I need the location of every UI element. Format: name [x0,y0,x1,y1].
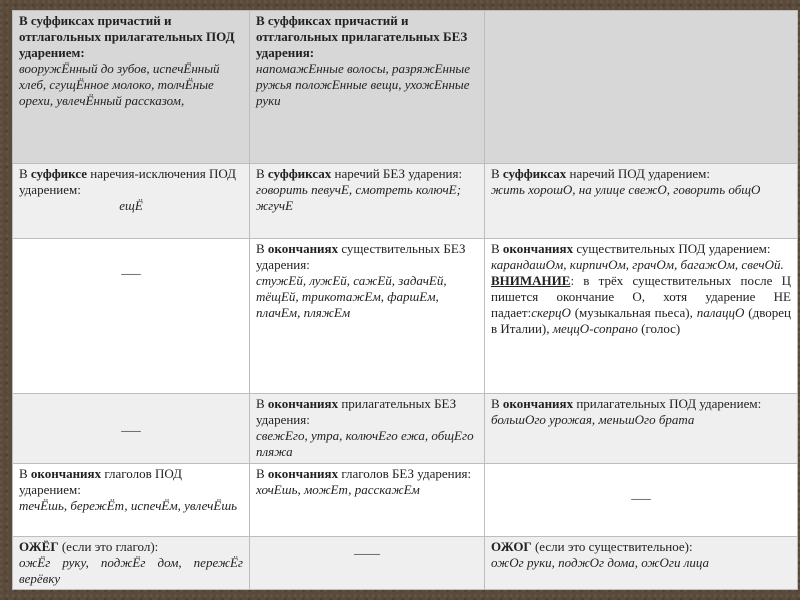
table-cell [250,463,485,536]
rule-heading: В суффиксах причастий и отглагольных прилагательных БЕЗ ударения: [256,13,468,60]
rule-heading: В суффиксах наречий ПОД ударением: [491,165,711,181]
table-row [13,394,798,463]
rule-examples: жить хорошО, на улице свежО, говорить общО [491,181,761,197]
table-cell [13,394,250,463]
rule-heading: В окончаниях прилагательных ПОД ударением: [491,396,762,412]
rule-examples: вооружЁнный до зубов, испечЁнный хлеб, сгущЁнное молоко, толчЁные орехи, увлечЁнный рассказом, [19,61,220,108]
table-cell [13,163,250,238]
table-cell [485,239,798,394]
rule-examples: ожОг руки, поджОг дома, ожОги лица [491,554,710,570]
rule-examples: ожЁг руку, поджЁг дом, пережЁг верёвку [19,554,243,586]
table-row [13,163,798,238]
spelling-rules-table [12,10,798,590]
table-cell [250,536,485,589]
dash-placeholder: ___ [121,418,141,434]
table-cell [13,11,250,164]
rule-heading: В суффиксах наречий БЕЗ ударения: [256,165,463,181]
rule-examples: большОго урожая, меньшОго брата [491,412,695,428]
table-cell [485,394,798,463]
table-row [13,463,798,536]
rule-examples: ещЁ [119,197,143,213]
table-cell [250,11,485,164]
dash-placeholder: ___ [121,261,141,277]
rule-examples: свежЕго, утра, колючЕго ежа, общЕго пляжа [256,428,474,460]
table-cell [250,394,485,463]
table-cell [13,463,250,536]
table-row [13,239,798,394]
rule-heading: В окончаниях существительных БЕЗ ударения: [256,241,466,273]
rule-heading: В окончаниях существительных ПОД ударением: карандашОм, кирпичОм, грачОм, багажОм, свечОй. [491,241,784,273]
attention-label: ВНИМАНИЕ [491,273,571,289]
dash-placeholder: ____ [354,540,380,556]
rule-heading: ОЖОГ (если это существительное): [491,538,693,554]
rule-examples: напомажЕнные волосы, разряжЕнные ружья положЕнные вещи, ухожЕнные руки [256,61,471,108]
table-row [13,11,798,164]
rule-heading: В окончаниях прилагательных БЕЗ ударения: [256,396,457,428]
table-cell [485,536,798,589]
slide-frame [12,10,791,590]
rule-heading: В суффиксе наречия-исключения ПОД ударением: [19,165,236,197]
rule-heading: В суффиксах причастий и отглагольных прилагательных ПОД ударением: [19,13,235,60]
attention-note: ВНИМАНИЕ: в трёх существительных после Ц пишется окончание О, хотя ударение НЕ падает:скерцО (музыкальная пьеса), палаццО (дворец в Италии), меццО-сопрано (голос) [491,273,791,337]
rule-examples: говорить певучЕ, смотреть колючЕ; жгучЕ [256,181,461,213]
rule-heading: ОЖЁГ (если это глагол): [19,538,159,554]
table-row [13,536,798,589]
table-cell-empty [485,11,798,164]
table-cell [250,163,485,238]
table-cell [13,536,250,589]
rule-examples: хочЕшь, можЕт, расскажЕм [256,481,420,497]
table-cell [485,163,798,238]
table-cell [250,239,485,394]
rule-heading: В окончаниях глаголов ПОД ударением: [19,465,182,497]
table-cell [485,463,798,536]
dash-placeholder: ___ [631,485,651,501]
rule-examples: стужЕй, лужЕй, сажЕй, задачЕй, тёщЕй, трикотажЕм, фаршЕм, плачЕм, пляжЕм [256,273,447,321]
rule-heading: В окончаниях глаголов БЕЗ ударения: [256,465,472,481]
rule-examples: течЁшь, бережЁт, испечЁм, увлечЁшь [19,497,238,513]
table-cell [13,239,250,394]
